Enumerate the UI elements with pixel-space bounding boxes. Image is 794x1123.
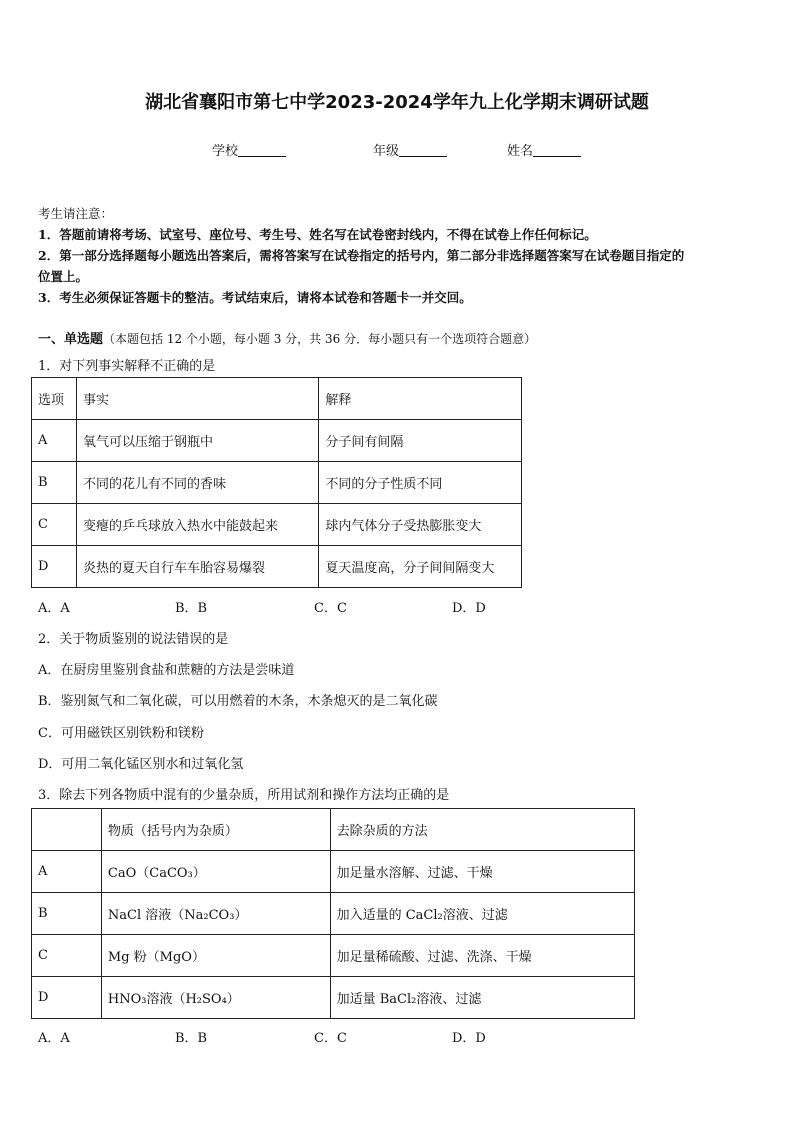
table-header-cell: 事实: [76, 378, 318, 420]
table-cell: 加足量稀硫酸、过滤、洗涤、干燥: [330, 935, 634, 977]
table-cell: NaCl 溶液（Na₂CO₃）: [101, 893, 330, 935]
question-3-table: [31, 808, 635, 1019]
grade-label: 年级: [373, 144, 400, 159]
table-header-row: [32, 378, 522, 420]
table-header-cell: 物质（括号内为杂质）: [101, 809, 330, 851]
grade-blank[interactable]: [399, 143, 447, 157]
table-cell: 炎热的夏天自行车车胎容易爆裂: [76, 546, 318, 588]
table-cell: D: [32, 546, 77, 588]
table-cell: D: [32, 977, 102, 1019]
question-2-stem: 2．关于物质鉴别的说法错误的是: [38, 632, 229, 647]
table-row: [32, 935, 635, 977]
table-row: [32, 546, 522, 588]
table-cell: C: [32, 935, 102, 977]
table-cell: B: [32, 462, 77, 504]
table-cell: 变瘪的乒乓球放入热水中能鼓起来: [76, 504, 318, 546]
option-c[interactable]: C．C: [314, 1031, 347, 1046]
table-row: [32, 977, 635, 1019]
table-cell: 氧气可以压缩于钢瓶中: [76, 420, 318, 462]
table-cell: B: [32, 893, 102, 935]
option-c[interactable]: C．C: [314, 601, 347, 616]
option-a[interactable]: A．A: [38, 601, 70, 616]
name-field: [507, 140, 581, 159]
option-b[interactable]: B．B: [175, 601, 208, 616]
option-d[interactable]: D．D: [452, 1031, 486, 1046]
notice-item: 1．答题前请将考场、试室号、座位号、考生号、姓名写在试卷密封线内，不得在试卷上作任何标记。: [38, 227, 597, 242]
table-row: [32, 851, 635, 893]
option-a[interactable]: A．A: [38, 1031, 70, 1046]
question-3-stem: 3．除去下列各物质中混有的少量杂质，所用试剂和操作方法均正确的是: [38, 788, 450, 803]
table-header-cell: [32, 809, 102, 851]
table-cell: 不同的分子性质不同: [319, 462, 522, 504]
page-title: 湖北省襄阳市第七中学2023-2024学年九上化学期末调研试题: [145, 92, 649, 113]
table-cell: A: [32, 420, 77, 462]
table-cell: CaO（CaCO₃）: [101, 851, 330, 893]
section-title: 一、单选题: [38, 332, 104, 347]
grade-field: [373, 140, 447, 159]
table-cell: 不同的花儿有不同的香味: [76, 462, 318, 504]
table-cell: Mg 粉（MgO）: [101, 935, 330, 977]
table-row: [32, 893, 635, 935]
table-cell: 加适量 BaCl₂溶液、过滤: [330, 977, 634, 1019]
table-header-cell: 选项: [32, 378, 77, 420]
notice-heading: 考生请注意：: [38, 206, 114, 221]
school-field: [212, 140, 286, 159]
notice-item: 位置上。: [38, 269, 89, 284]
table-row: [32, 462, 522, 504]
option-c[interactable]: C．可用磁铁区别铁粉和镁粉: [38, 726, 204, 741]
option-a[interactable]: A．在厨房里鉴别食盐和蔗糖的方法是尝味道: [38, 663, 295, 678]
option-d[interactable]: D．可用二氧化锰区别水和过氧化氢: [38, 757, 244, 772]
table-header-cell: 解释: [319, 378, 522, 420]
section-subtitle: （本题包括 12 个小题，每小题 3 分，共 36 分．每小题只有一个选项符合题意）: [103, 332, 537, 346]
option-b[interactable]: B．鉴别氮气和二氧化碳，可以用燃着的木条，木条熄灭的是二氧化碳: [38, 694, 438, 709]
name-label: 姓名: [507, 144, 534, 159]
table-cell: 分子间有间隔: [319, 420, 522, 462]
table-cell: A: [32, 851, 102, 893]
table-header-cell: 去除杂质的方法: [330, 809, 634, 851]
question-1-stem: 1．对下列事实解释不正确的是: [38, 359, 216, 374]
table-cell: 加足量水溶解、过滤、干燥: [330, 851, 634, 893]
notice-item: 3．考生必须保证答题卡的整洁。考试结束后，请将本试卷和答题卡一并交回。: [38, 290, 472, 305]
section-heading: [38, 328, 536, 347]
option-d[interactable]: D．D: [452, 601, 486, 616]
question-1-table: [31, 377, 522, 588]
name-blank[interactable]: [533, 143, 581, 157]
table-header-row: [32, 809, 635, 851]
notice-block: [38, 203, 762, 308]
table-row: [32, 504, 522, 546]
table-cell: 夏天温度高，分子间间隔变大: [319, 546, 522, 588]
school-label: 学校: [212, 144, 239, 159]
table-row: [32, 420, 522, 462]
table-cell: C: [32, 504, 77, 546]
notice-item: 2．第一部分选择题每小题选出答案后，需将答案写在试卷指定的括号内，第二部分非选择题答案写在试卷题目指定的: [38, 248, 685, 263]
table-cell: HNO₃溶液（H₂SO₄）: [101, 977, 330, 1019]
table-cell: 球内气体分子受热膨胀变大: [319, 504, 522, 546]
option-b[interactable]: B．B: [175, 1031, 208, 1046]
school-blank[interactable]: [238, 143, 286, 157]
table-cell: 加入适量的 CaCl₂溶液、过滤: [330, 893, 634, 935]
